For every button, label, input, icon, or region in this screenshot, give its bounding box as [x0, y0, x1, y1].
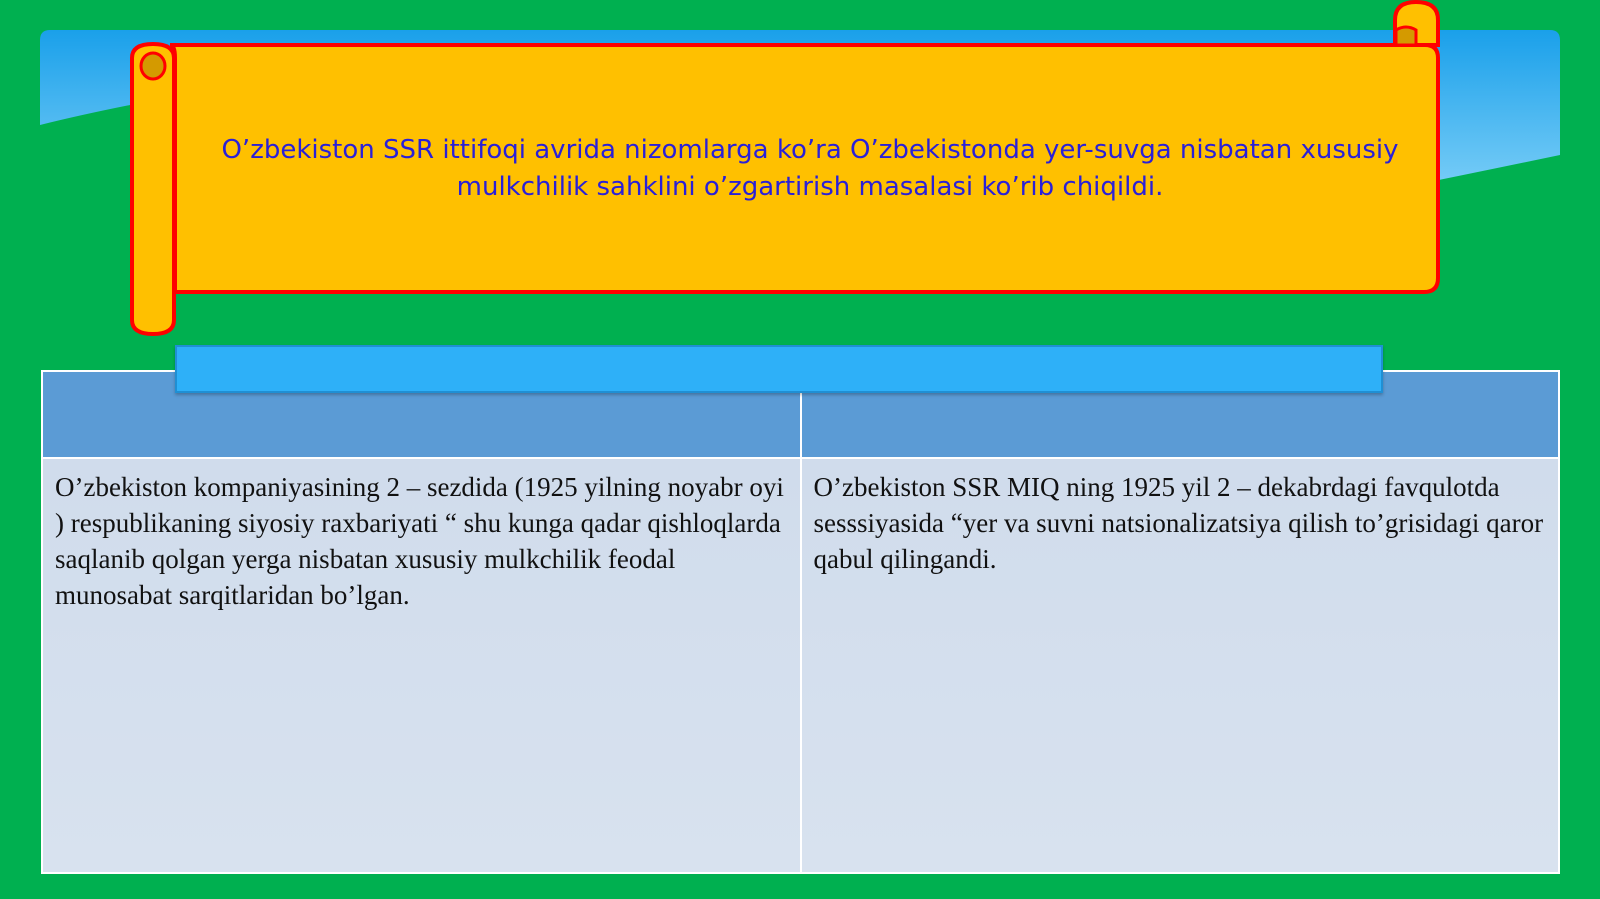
table-row — [42, 458, 1559, 873]
table-cell-left: O’zbekiston kompaniyasining 2 – sezdida (1925 yilning noyabr oyi ) respublikaning siyosiy raxbariyati “ shu kunga qadar qishloqlarda saqlanib qolgan yerga nisbatan xususiy mulkchilik feodal munosabat sarqitlaridan bo’lgan. — [42, 458, 801, 873]
banner-text: O’zbekiston SSR ittifoqi avrida nizomlarga ko’ra O’zbekistonda yer-suvga nisbatan xususiy mulkchilik sahklini o’zgartirish masalasi ko’rib chiqildi. — [221, 135, 1399, 202]
comparison-table — [41, 370, 1560, 874]
table-cell-right: O’zbekiston SSR MIQ ning 1925 yil 2 – dekabrdagi favqulotda sesssiyasida “yer va suvni natsionalizatsiya qilish to’grisidagi qaror qabul qilingandi. — [801, 458, 1560, 873]
accent-bar — [175, 345, 1383, 393]
